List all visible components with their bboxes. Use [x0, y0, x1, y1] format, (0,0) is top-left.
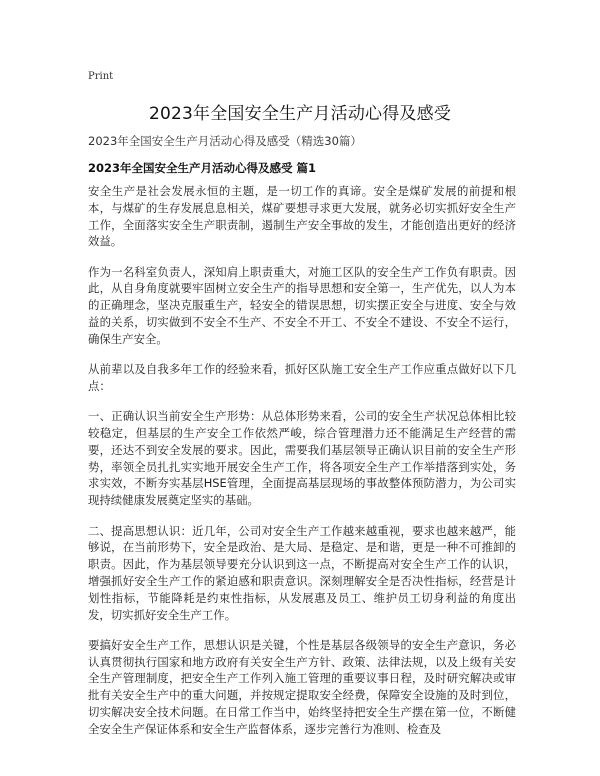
print-link[interactable]: Print: [88, 71, 114, 82]
paragraph-5: 二、提高思想认识：近几年，公司对安全生产工作越来越重视，要求也越来越严，能够说，在当前形势下，安全是政治、是大局、是稳定、是和谐，更是一种不可推卸的职责。因此，作为基层领导要充分认识到这一点，不断提高对安全生产工作的认识，增强抓好安全生产工作的紧迫感和职责意识。深刻理解安全是否决性指标，经营是计划性指标，节能降耗是约束性指标，从发展惠及员工、维护员工切身利益的角度出发，切实抓好安全生产工作。: [88, 523, 516, 622]
document-subtitle: 2023年全国安全生产月活动心得及感受（精选30篇）: [88, 134, 362, 148]
paragraph-4: 一、正确认识当前安全生产形势：从总体形势来看，公司的安全生产状况总体相比较较稳定，但基层的生产安全工作依然严峻，综合管理潜力还不能满足生产经营的需要，还达不到安全发展的要求。因此，需要我们基层领导正确认识目前的安全生产形势，率领全员扎扎实实地开展安全生产工作，将各项安全生产工作举措落到实处，务求实效，不断夯实基层HSE管理，全面提高基层现场的事故整体预防潜力，为公司实现持续健康发展奠定坚实的基础。: [88, 409, 516, 508]
paragraph-2: 作为一名科室负责人，深知肩上职责重大，对施工区队的安全生产工作负有职责。因此，从自身角度就要牢固树立安全生产的指导思想和安全第一，生产优先，以人为本的正确理念，坚决克服重生产，轻安全的错误思想，切实摆正安全与进度、安全与效益的关系，切实做到不安全不生产、不安全不开工、不安全不建设、不安全不运行，确保生产安全。: [88, 264, 516, 346]
page-title: 2023年全国安全生产月活动心得及感受: [148, 104, 452, 124]
paragraph-1: 安全生产是社会发展永恒的主题，是一切工作的真谛。安全是煤矿发展的前提和根本，与煤矿的生存发展息息相关，煤矿要想寻求更大发展，就务必切实抓好安全生产工作，全面落实安全生产职责制，遏制生产安全事故的发生，才能创造出更好的经济效益。: [88, 184, 516, 249]
section-heading: 2023年全国安全生产月活动心得及感受 篇1: [88, 161, 317, 175]
paragraph-3: 从前辈以及自我多年工作的经验来看，抓好区队施工安全生产工作应重点做好以下几点：: [88, 362, 516, 393]
paragraph-6: 要搞好安全生产工作，思想认识是关键，个性是基层各级领导的安全生产意识，务必认真贯彻执行国家和地方政府有关安全生产方针、政策、法律法规，以及上级有关安全生产管理制度，把安全生产工作列入施工管理的重要议事日程，及时研究解决或审批有关安全生产中的重大问题，并按规定提取安全经费，保障安全设施的及时到位，切实解决安全技术问题。在日常工作当中，始终坚持把安全生产摆在第一位，不断健全安全生产保证体系和安全生产监督体系，逐步完善行为准则、检查及: [88, 637, 516, 736]
article-body: [88, 183, 516, 751]
